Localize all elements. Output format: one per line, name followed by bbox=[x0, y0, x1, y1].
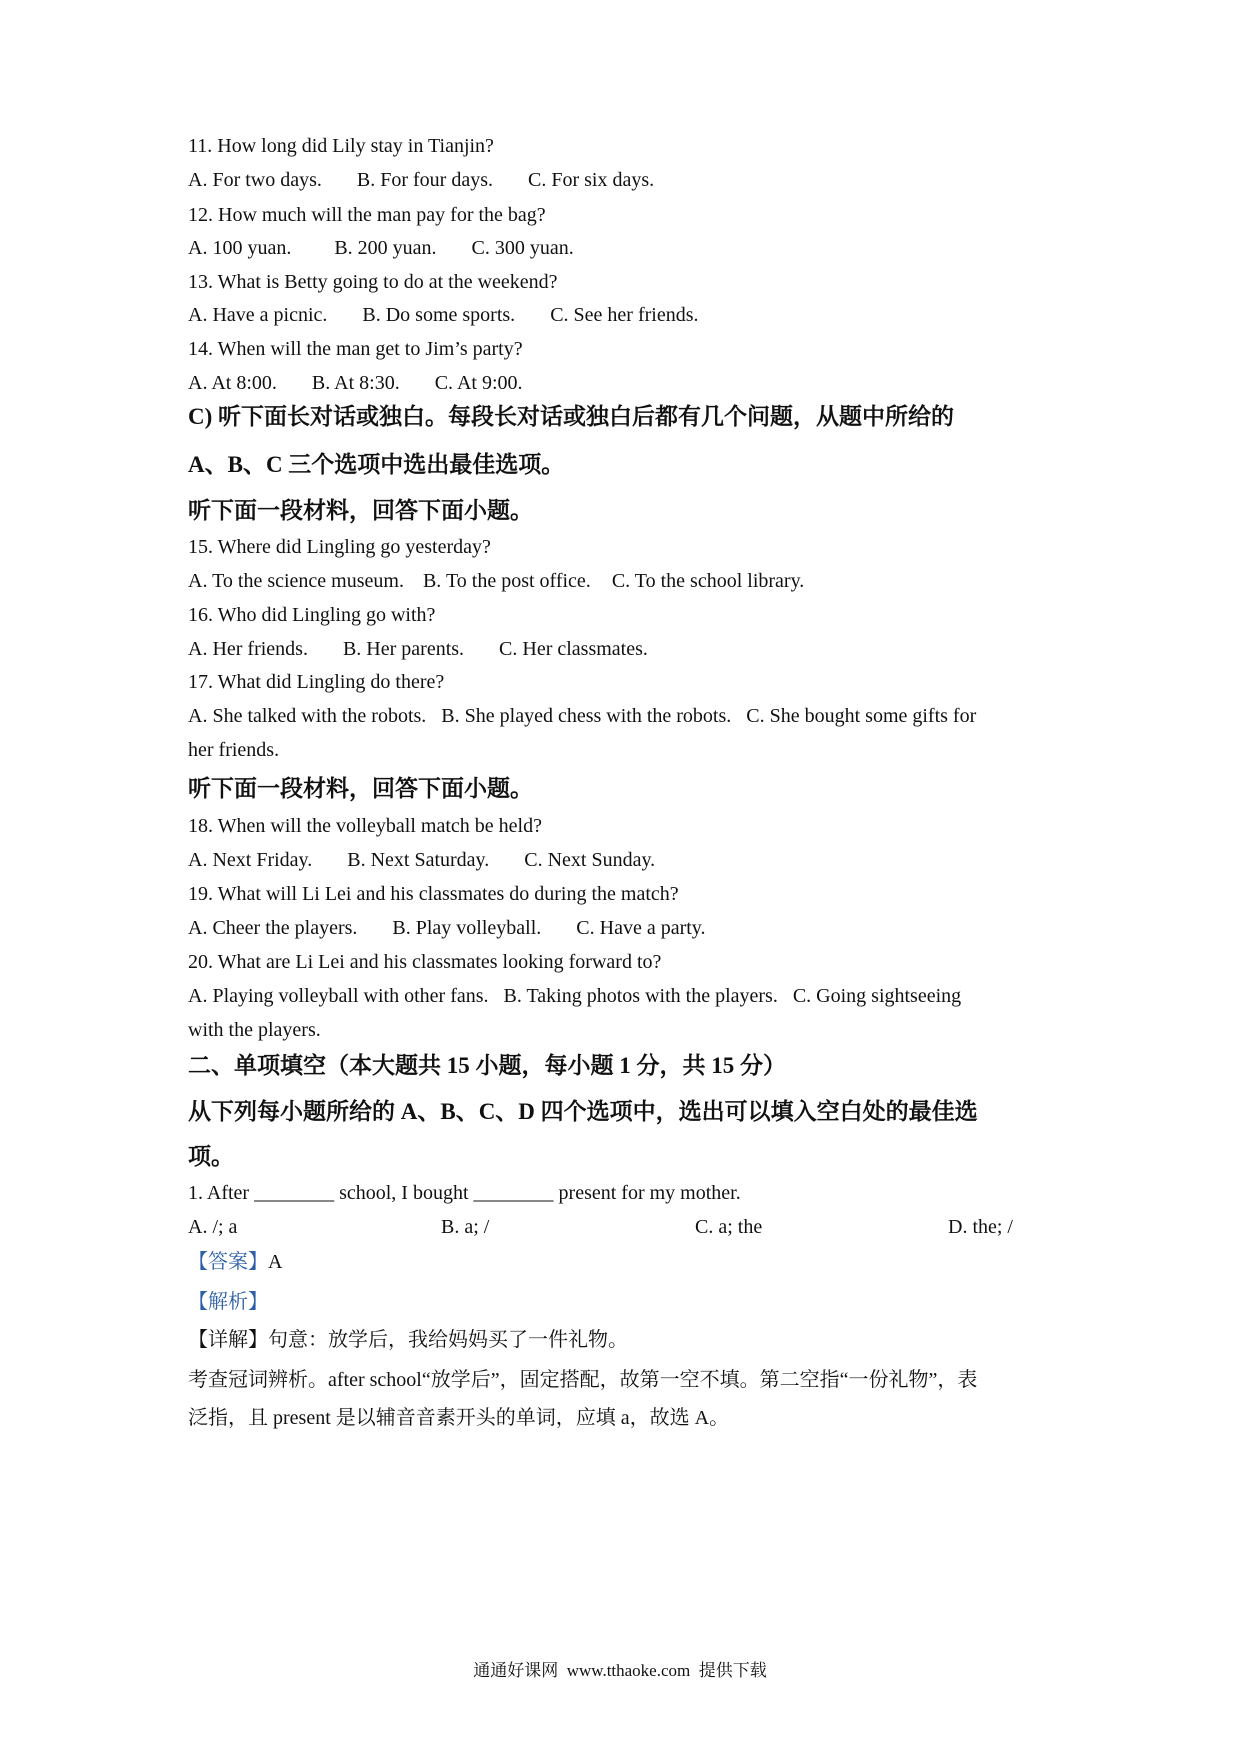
options-16 bbox=[188, 636, 648, 662]
options-11 bbox=[188, 167, 654, 193]
options-17: A. She talked with the robots. B. She played chess with the robots. C. She bought some gifts for bbox=[188, 705, 977, 727]
option-11c: C. For six days. bbox=[528, 169, 655, 191]
option-13b: B. Do some sports. bbox=[362, 304, 516, 326]
section-c-instruction-line2: A、B、C 三个选项中选出最佳选项。 bbox=[188, 452, 565, 477]
option-18a: A. Next Friday. bbox=[188, 849, 313, 871]
part2-title: 二、单项填空（本大题共 15 小题，每小题 1 分，共 15 分） bbox=[188, 1053, 786, 1078]
options-18 bbox=[188, 847, 655, 873]
options-20: A. Playing volleyball with other fans. B. Taking photos with the players. C. Going sightseeing bbox=[188, 985, 962, 1007]
detail-line bbox=[188, 1327, 628, 1353]
option-18c: C. Next Sunday. bbox=[524, 849, 656, 871]
option-18b: B. Next Saturday. bbox=[347, 849, 490, 871]
question-11: 11. How long did Lily stay in Tianjin? bbox=[188, 135, 494, 157]
option-16c: C. Her classmates. bbox=[499, 638, 648, 660]
option-15c: C. To the school library. bbox=[611, 570, 805, 592]
options-17-continuation: her friends. bbox=[188, 739, 280, 761]
section-c-instruction-line1: C) 听下面长对话或独白。每段长对话或独白后都有几个问题，从题中所给的 bbox=[188, 404, 955, 429]
option-12a: A. 100 yuan. bbox=[188, 237, 292, 259]
option-13a: A. Have a picnic. bbox=[188, 304, 328, 326]
option-14b: B. At 8:30. bbox=[311, 372, 400, 394]
question-16: 16. Who did Lingling go with? bbox=[188, 604, 436, 626]
question-18: 18. When will the volleyball match be held? bbox=[188, 815, 542, 837]
option-11b: B. For four days. bbox=[356, 169, 493, 191]
options-13 bbox=[188, 302, 698, 328]
analysis-line bbox=[188, 1289, 268, 1315]
option-11a: A. For two days. bbox=[188, 169, 322, 191]
option-1b: B. a; / bbox=[441, 1216, 490, 1238]
option-1c: C. a; the bbox=[695, 1216, 763, 1238]
question-12: 12. How much will the man pay for the bag? bbox=[188, 204, 546, 226]
page-footer: 通通好课网 www.tthaoke.com 提供下载 bbox=[473, 1661, 767, 1680]
answer-value: A bbox=[268, 1251, 283, 1273]
explanation-line2: 泛指，且 present 是以辅音音素开头的单词，应填 a，故选 A。 bbox=[188, 1407, 730, 1429]
answer-tag: 【答案】 bbox=[188, 1251, 268, 1273]
option-19c: C. Have a party. bbox=[576, 917, 706, 939]
question-20: 20. What are Li Lei and his classmates looking forward to? bbox=[188, 951, 662, 973]
explanation-line1: 考查冠词辨析。after school“放学后”，固定搭配，故第一空不填。第二空指“一份礼物”，表 bbox=[188, 1369, 978, 1391]
option-1a: A. /; a bbox=[188, 1216, 238, 1238]
question-17: 17. What did Lingling do there? bbox=[188, 671, 445, 693]
option-14a: A. At 8:00. bbox=[188, 372, 277, 394]
option-13c: C. See her friends. bbox=[550, 304, 699, 326]
option-16a: A. Her friends. bbox=[188, 638, 308, 660]
option-19a: A. Cheer the players. bbox=[188, 917, 358, 939]
option-19b: B. Play volleyball. bbox=[392, 917, 542, 939]
option-15b: B. To the post office. bbox=[422, 570, 591, 592]
detail-tag: 【详解】 bbox=[188, 1329, 268, 1351]
question-15: 15. Where did Lingling go yesterday? bbox=[188, 536, 491, 558]
answer-line bbox=[188, 1249, 282, 1275]
options-15 bbox=[188, 568, 804, 594]
analysis-tag: 【解析】 bbox=[188, 1291, 268, 1313]
option-12b: B. 200 yuan. bbox=[334, 237, 437, 259]
options-14 bbox=[188, 370, 523, 396]
group-heading-1: 听下面一段材料，回答下面小题。 bbox=[188, 498, 533, 523]
option-1d: D. the; / bbox=[948, 1216, 1013, 1238]
option-15a: A. To the science museum. bbox=[188, 570, 404, 592]
question-19: 19. What will Li Lei and his classmates do during the match? bbox=[188, 883, 679, 905]
part2-instruction-line1: 从下列每小题所给的 A、B、C、D 四个选项中，选出可以填入空白处的最佳选 bbox=[188, 1099, 978, 1124]
option-16b: B. Her parents. bbox=[342, 638, 465, 660]
options-12 bbox=[188, 235, 574, 261]
question-13: 13. What is Betty going to do at the weekend? bbox=[188, 271, 558, 293]
options-19 bbox=[188, 915, 706, 941]
option-12c: C. 300 yuan. bbox=[471, 237, 574, 259]
part2-instruction-line2: 项。 bbox=[188, 1144, 234, 1169]
question-1: 1. After ________ school, I bought ________ present for my mother. bbox=[188, 1182, 741, 1204]
question-14: 14. When will the man get to Jim’s party? bbox=[188, 338, 523, 360]
detail-text: 句意：放学后，我给妈妈买了一件礼物。 bbox=[268, 1329, 628, 1351]
group-heading-2: 听下面一段材料，回答下面小题。 bbox=[188, 776, 533, 801]
options-20-continuation: with the players. bbox=[188, 1019, 321, 1041]
option-14c: C. At 9:00. bbox=[434, 372, 523, 394]
